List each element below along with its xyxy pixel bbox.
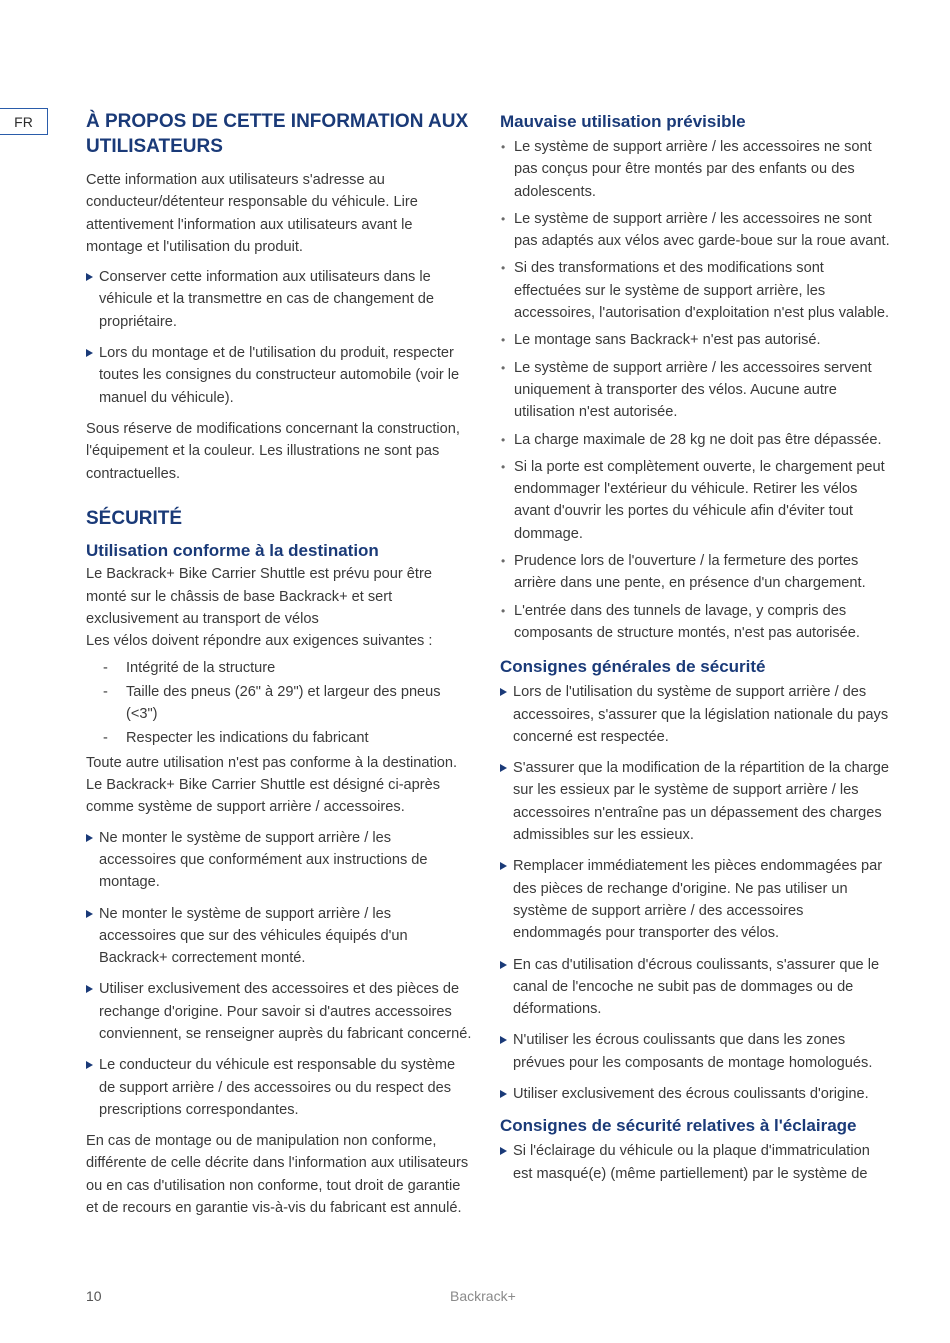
left-column [86,110,472,1219]
dot-bullet-icon: • [501,140,506,154]
dash-bullet-icon: - [103,730,108,747]
list-item: • Prudence lors de l'ouverture / la fermeture des portes arrière dans une pente, en présence d'un chargement. [500,550,890,595]
list-item: • Le système de support arrière / les accessoires servent uniquement à transporter des vélos. Aucune autre utilisation n'est autorisée. [500,357,890,424]
dash-bullet-icon: - [103,659,108,676]
dot-bullet-icon: • [501,211,506,226]
triangle-bullet-icon [500,1090,507,1098]
dot-bullet-icon: • [501,554,506,569]
dot-bullet-icon: • [501,261,506,276]
list-item: • Si la porte est complètement ouverte, le chargement peut endommager l'extérieur du véhicule. Retirer les vélos avant d'ouvrir les portes du véhicule afin d'éviter tout dommage. [500,456,890,545]
triangle-bullet-icon [500,862,507,870]
usage-paragraph: Le Backrack+ Bike Carrier Shuttle est prévu pour être monté sur le châssis de base Backrack+ et sert exclusivement au transport de vélos [86,566,432,627]
dash-bullet-icon: - [103,683,108,700]
page-number: 10 [86,1288,102,1304]
dot-bullet-icon: • [501,459,506,474]
dot-bullet-icon: • [501,360,506,375]
non-conform-paragraph: Toute autre utilisation n'est pas conforme à la destination. Le Backrack+ Bike Carrier Shuttle est désigné ci-après comme système de support arrière / accessoires. [86,754,458,816]
language-tab: FR [0,108,48,135]
subheading-lighting-safety: Consignes de sécurité relatives à l'éclairage [500,1116,857,1136]
list-item: • Le système de support arrière / les accessoires ne sont pas adaptés aux vélos avec garde-boue sur la roue avant. [500,208,890,253]
dot-bullet-icon: • [501,603,506,618]
list-item: • Si des transformations et des modifications sont effectuées sur le système de support arrière, les accessoires, l'autorisation d'exploitation n'est plus valable. [500,257,890,324]
triangle-bullet-icon [500,688,507,696]
list-item: En cas d'utilisation d'écrous coulissants, s'assurer que le canal de l'encoche ne subit pas de dommages ou de déformations. [500,954,890,1021]
list-item: N'utiliser les écrous coulissants que dans les zones prévues pour les composants de montage homologués. [500,1029,890,1074]
requirements-list [86,657,472,750]
dot-bullet-icon: • [501,333,506,348]
intro-paragraph: Cette information aux utilisateurs s'adresse au conducteur/détenteur responsable du véhicule. Lire attentivement l'information aux utilisateurs avant le montage et l'utilisation du produit. [86,172,418,255]
list-item: Si l'éclairage du véhicule ou la plaque d'immatriculation est masqué(e) (même partiellement) par le système de [500,1140,890,1185]
list-item: Lors du montage et de l'utilisation du produit, respecter toutes les consignes du constructeur automobile (voir le manuel du véhicule). [86,342,472,409]
subheading-misuse: Mauvaise utilisation prévisible [500,112,746,131]
lighting-list [500,1140,890,1185]
list-item: Remplacer immédiatement les pièces endommagées par des pièces de rechange d'origine. Ne pas utiliser un système de support arrière / des accessoires endommagés pour transporter des vélos. [500,855,890,944]
list-item: Ne monter le système de support arrière / les accessoires que sur des véhicules équipés d'un Backrack+ correctement monté. [86,903,472,970]
section-title-about: À PROPOS DE CETTE INFORMATION AUX UTILISATEURS [86,111,469,157]
triangle-bullet-icon [500,1036,507,1044]
requirements-intro: Les vélos doivent répondre aux exigences suivantes : [86,633,433,650]
list-item: Ne monter le système de support arrière / les accessoires que conformément aux instructions de montage. [86,827,472,894]
triangle-bullet-icon [86,910,93,918]
list-item: S'assurer que la modification de la répartition de la charge sur les essieux par le système de support arrière / les accessoires n'entraîne pas un dépassement des charges admissibles sur les essieux. [500,757,890,846]
list-item: Le conducteur du véhicule est responsable du système de support arrière / des accessoires ou du respect des prescriptions correspondantes. [86,1054,472,1121]
triangle-bullet-icon [500,961,507,969]
triangle-bullet-icon [500,1147,507,1155]
list-item: Utiliser exclusivement des écrous coulissants d'origine. [500,1083,890,1105]
triangle-bullet-icon [500,764,507,772]
right-column [500,110,890,1194]
triangle-bullet-icon [86,834,93,842]
reserve-paragraph: Sous réserve de modifications concernant la construction, l'équipement et la couleur. Les illustrations ne sont pas contractuelles. [86,420,460,482]
warranty-paragraph: En cas de montage ou de manipulation non conforme, différente de celle décrite dans l'information aux utilisateurs ou en cas d'utilisation non conforme, tout droit de garantie et de recours en garantie vis-à-vis du fabricant est annulé. [86,1133,469,1217]
subheading-intended-use: Utilisation conforme à la destination [86,541,379,561]
misuse-list [500,136,890,644]
triangle-bullet-icon [86,985,93,993]
mounting-rules-list [86,827,472,1122]
list-item: - Taille des pneus (26" à 29") et largeur des pneus (<3") [86,681,472,726]
list-item: - Intégrité de la structure [86,657,472,679]
list-item: • La charge maximale de 28 kg ne doit pas être dépassée. [500,429,890,451]
dot-bullet-icon: • [501,432,506,447]
list-item: - Respecter les indications du fabricant [86,727,472,749]
list-item: • Le montage sans Backrack+ n'est pas autorisé. [500,329,890,351]
list-item: • Le système de support arrière / les accessoires ne sont pas conçus pour être montés par des enfants ou des adolescents. [500,136,890,203]
footer-brand: Backrack+ [450,1288,516,1304]
triangle-bullet-icon [86,349,93,357]
list-item: Conserver cette information aux utilisateurs dans le véhicule et la transmettre en cas de changement de propriétaire. [86,266,472,333]
list-item: Utiliser exclusivement des accessoires et des pièces de rechange d'origine. Pour savoir si d'autres accessoires conviennent, se renseigner auprès du fabricant concerné. [86,978,472,1045]
list-item: Lors de l'utilisation du système de support arrière / des accessoires, s'assurer que la législation nationale du pays concerné est respectée. [500,681,890,748]
section-title-safety: SÉCURITÉ [86,507,183,529]
subheading-general-safety: Consignes générales de sécurité [500,657,766,677]
general-safety-list [500,681,890,1105]
triangle-bullet-icon [86,1061,93,1069]
list-item: • L'entrée dans des tunnels de lavage, y compris des composants de structure montés, n'est pas autorisée. [500,600,890,645]
triangle-bullet-icon [86,273,93,281]
keep-info-list [86,266,472,409]
